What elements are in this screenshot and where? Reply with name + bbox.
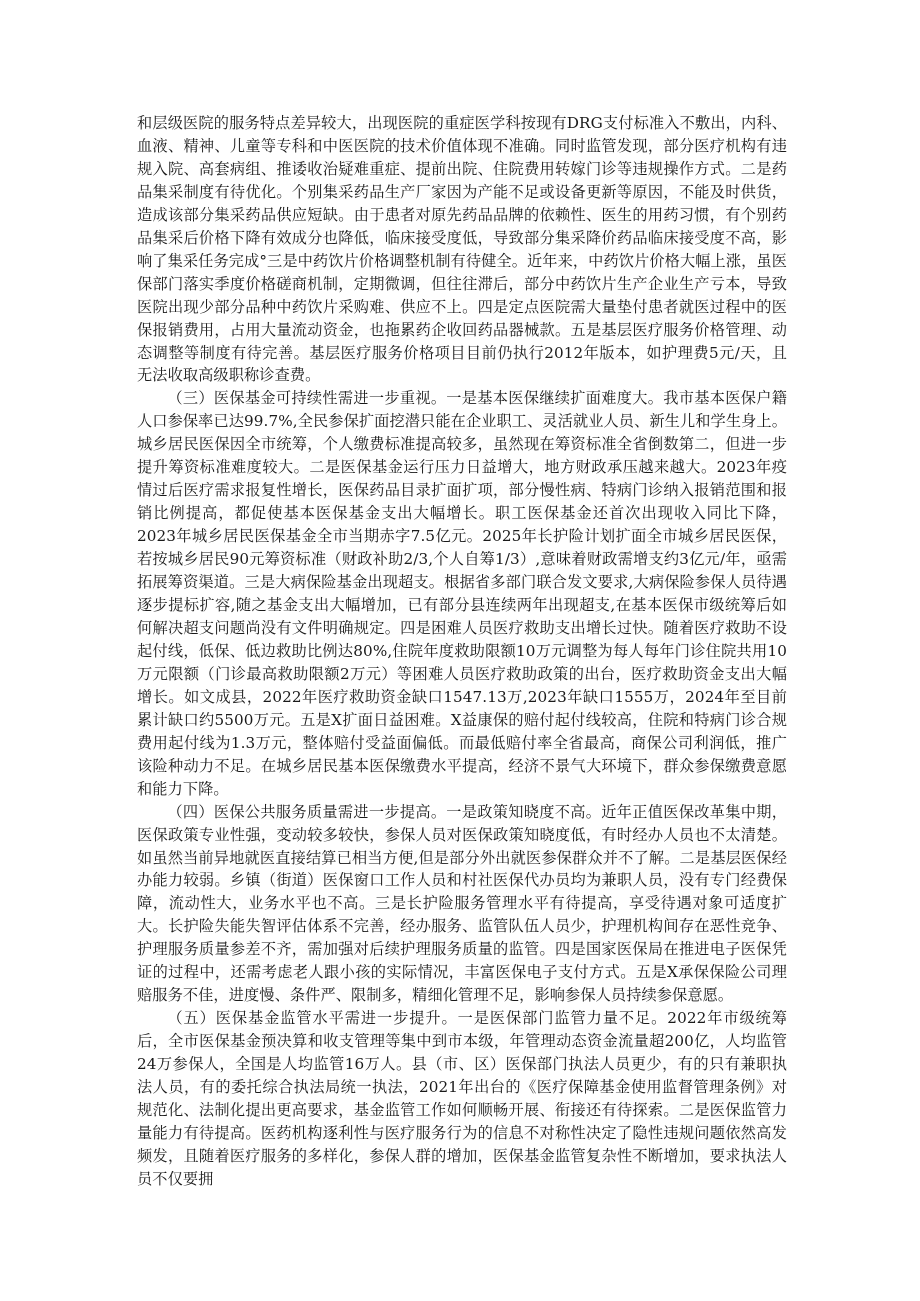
- paragraph-fund-sustainability: （三）医保基金可持续性需进一步重视。一是基本医保继续扩面难度大。我市基本医保户籍人口参保率已达99.7%,全民参保扩面挖潜只能在企业职工、灵活就业人员、新生儿和学生身上。城乡居民医保因全市统筹，个人缴费标准提高较多，虽然现在筹资标准全省倒数第二，但进一步提升筹资标准难度较大。二是医保基金运行压力日益增大，地方财政承压越来越大。2023年疫情过后医疗需求报复性增长，医保药品目录扩面扩项，部分慢性病、特病门诊纳入报销范围和报销比例提高，都促使基本医保基金支出大幅增长。职工医保基金还首次出现收入同比下降，2023年城乡居民医保基金全市当期赤字7.5亿元。2025年长护险计划扩面全市城乡居民医保，若按城乡居民90元筹资标准（财政补助2/3,个人自筹1/3）,意味着财政需增支约3亿元/年，亟需拓展筹资渠道。三是大病保险基金出现超支。根据省多部门联合发文要求,大病保险参保人员待遇逐步提标扩容,随之基金支出大幅增加，已有部分县连续两年出现超支,在基本医保市级统筹后如何解决超支问题尚没有文件明确规定。四是困难人员医疗救助支出增长过快。随着医疗救助不设起付线，低保、低边救助比例达80%,住院年度救助限额10万元调整为每人每年门诊住院共用10万元限额（门诊最高救助限额2万元）等困难人员医疗救助政策的出台，医疗救助资金支出大幅增长。如文成县，2022年医疗救助资金缺口1547.13万,2023年缺口1555万，2024年至目前累计缺口约5500万元。五是X扩面日益困难。X益康保的赔付起付线较高，住院和特病门诊合规费用起付线为1.3万元，整体赔付受益面偏低。而最低赔付率全省最高，商保公司利润低，推广该险种动力不足。在城乡居民基本医保缴费水平提高，经济不景气大环境下，群众参保缴费意愿和能力下降。: [137, 389, 787, 798]
- paragraph-drg-and-drug-procurement: 和层级医院的服务特点差异较大，出现医院的重症医学科按现有DRG支付标准入不敷出，内科、血液、精神、儿童等专科和中医医院的技术价值体现不准确。同时监管发现，部分医疗机构有违规入院、高套病组、推诿收治疑难重症、提前出院、住院费用转嫁门诊等违规操作方式。二是药品集采制度有待优化。个别集采药品生产厂家因为产能不足或设备更新等原因，不能及时供货，造成该部分集采药品供应短缺。由于患者对原先药品品牌的依赖性、医生的用药习惯，有个别药品集采后价格下降有效成分也降低，临床接受度低，导致部分集采降价药品临床接受度不高，影响了集采任务完成°三是中药饮片价格调整机制有待健全。近年来，中药饮片价格大幅上涨，虽医保部门落实季度价格磋商机制，定期微调，但往往滞后，部分中药饮片生产企业生产亏本，导致医院出现少部分品种中药饮片采购难、供应不上。四是定点医院需大量垫付患者就医过程中的医保报销费用，占用大量流动资金，也拖累药企收回药品器械款。五是基层医疗服务价格管理、动态调整等制度有待完善。基层医疗服务价格项目目前仍执行2012年版本，如护理费5元/天，且无法收取高级职称诊查费。: [137, 114, 787, 385]
- paragraph-public-service-quality: （四）医保公共服务质量需进一步提高。一是政策知晓度不高。近年正值医保改革集中期，医保政策专业性强，变动较多较快，参保人员对医保政策知晓度低，有时经办人员也不太清楚。如虽然当前异地就医直接结算已相当方便,但是部分外出就医参保群众并不了解。二是基层医保经办能力较弱。乡镇（街道）医保窗口工作人员和村社医保代办员均为兼职人员，没有专门经费保障，流动性大，业务水平也不高。三是长护险服务管理水平有待提高，享受待遇对象可适度扩大。长护险失能失智评估体系不完善，经办服务、监管队伍人员少，护理机构间存在恶性竞争、护理服务质量参差不齐，需加强对后续护理服务质量的监管。四是国家医保局在推进电子医保凭证的过程中，还需考虑老人跟小孩的实际情况，丰富医保电子支付方式。五是X承保保险公司理赔服务不佳，进度慢、条件严、限制多，精细化管理不足，影响参保人员持续参保意愿。: [137, 802, 787, 1005]
- document-body: [137, 112, 787, 1191]
- paragraph-fund-supervision: （五）医保基金监管水平需进一步提升。一是医保部门监管力量不足。2022年市级统筹后，全市医保基金预决算和收支管理等集中到市本级，年管理动态资金流量超200亿，人均监管24万参保人，全国是人均监管16万人。县（市、区）医保部门执法人员更少，有的只有兼职执法人员，有的委托综合执法局统一执法，2021年出台的《医疗保障基金使用监督管理条例》对规范化、法制化提出更高要求，基金监管工作如何顺畅开展、衔接还有待探索。二是医保监管力量能力有待提高。医药机构逐利性与医疗服务行为的信息不对称性决定了隐性违规问题依然高发频发，且随着医疗服务的多样化，参保人群的增加，医保基金监管复杂性不断增加，要求执法人员不仅要拥: [137, 1009, 787, 1188]
